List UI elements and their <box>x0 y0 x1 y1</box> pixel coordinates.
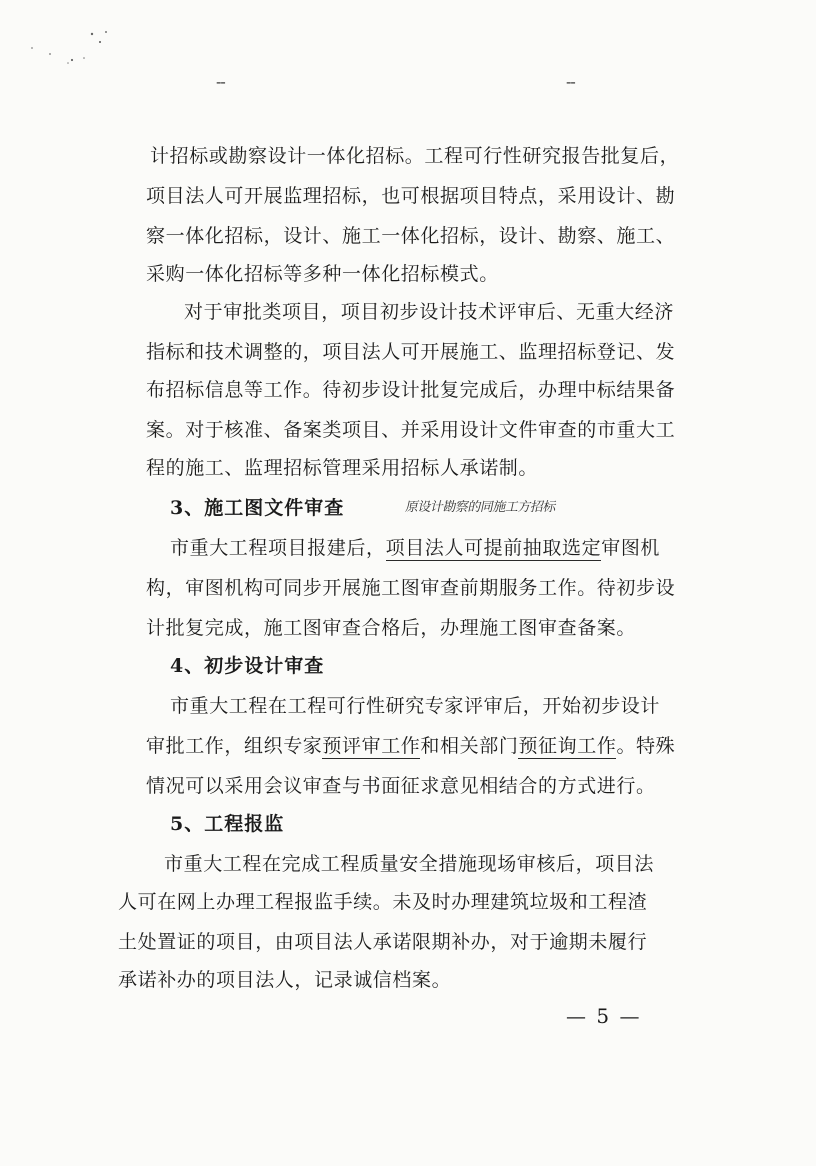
page-number: — 5 — <box>566 1004 642 1028</box>
p4-underlined-phrase-1: 预评审工作 <box>322 735 421 757</box>
heading-3: 3、施工图文件审查 <box>170 497 345 519</box>
p2-line5: 程的施工、监理招标管理采用招标人承诺制。 <box>146 457 539 479</box>
p4-line2 <box>146 732 675 760</box>
p3-line2: 构，审图机构可同步开展施工图审查前期服务工作。待初步设 <box>146 577 676 599</box>
p3-line3: 计批复完成，施工图审查合格后，办理施工图审查备案。 <box>146 617 637 639</box>
p2-line4: 案。对于核准、备案类项目、并采用设计文件审查的市重大工 <box>146 419 676 441</box>
handwritten-note: 原设计勘察的同施工方招标 <box>403 500 558 515</box>
p4-line1: 市重大工程在工程可行性研究专家评审后，开始初步设计 <box>170 695 661 717</box>
p5-line3: 土处置证的项目，由项目法人承诺限期补办，对于逾期未履行 <box>118 931 648 953</box>
p5-line4: 承诺补办的项目法人，记录诚信档案。 <box>118 969 452 991</box>
p3-underlined-phrase: 项目法人可提前抽取选定 <box>385 537 602 559</box>
header-dash-left: -- <box>216 72 225 91</box>
p4-underlined-phrase-2: 预征询工作 <box>518 735 617 757</box>
p3-line1-end: 审图机 <box>601 537 661 559</box>
p4-line2-mid: 和相关部门 <box>420 735 519 757</box>
p5-line1: 市重大工程在完成工程质量安全措施现场审核后，项目法 <box>164 853 655 875</box>
heading-5: 5、工程报监 <box>170 813 285 835</box>
p1-line3: 察一体化招标，设计、施工一体化招标，设计、勘察、施工、 <box>146 225 676 247</box>
p5-line2: 人可在网上办理工程报监手续。未及时办理建筑垃圾和工程渣 <box>118 891 648 913</box>
scan-specks <box>20 20 140 80</box>
p4-line2-start: 审批工作，组织专家 <box>146 735 323 757</box>
p3-line1-start: 市重大工程项目报建后， <box>170 537 386 559</box>
p3-line1 <box>170 534 660 562</box>
p1-line4: 采购一体化招标等多种一体化招标模式。 <box>146 263 499 285</box>
p2-line3: 布招标信息等工作。待初步设计批复完成后，办理中标结果备 <box>146 379 676 401</box>
p4-line3: 情况可以采用会议审查与书面征求意见相结合的方式进行。 <box>146 775 656 797</box>
p1-line1: 计招标或勘察设计一体化招标。工程可行性研究报告批复后， <box>150 145 680 167</box>
p4-line2-end: 。特殊 <box>616 735 676 757</box>
p2-line2: 指标和技术调整的，项目法人可开展施工、监理招标登记、发 <box>146 341 676 363</box>
p1-line2: 项目法人可开展监理招标，也可根据项目特点，采用设计、勘 <box>146 185 676 207</box>
header-dash-right: -- <box>566 72 575 91</box>
p2-line1: 对于审批类项目，项目初步设计技术评审后、无重大经济 <box>184 301 675 323</box>
heading-4: 4、初步设计审查 <box>170 655 325 677</box>
